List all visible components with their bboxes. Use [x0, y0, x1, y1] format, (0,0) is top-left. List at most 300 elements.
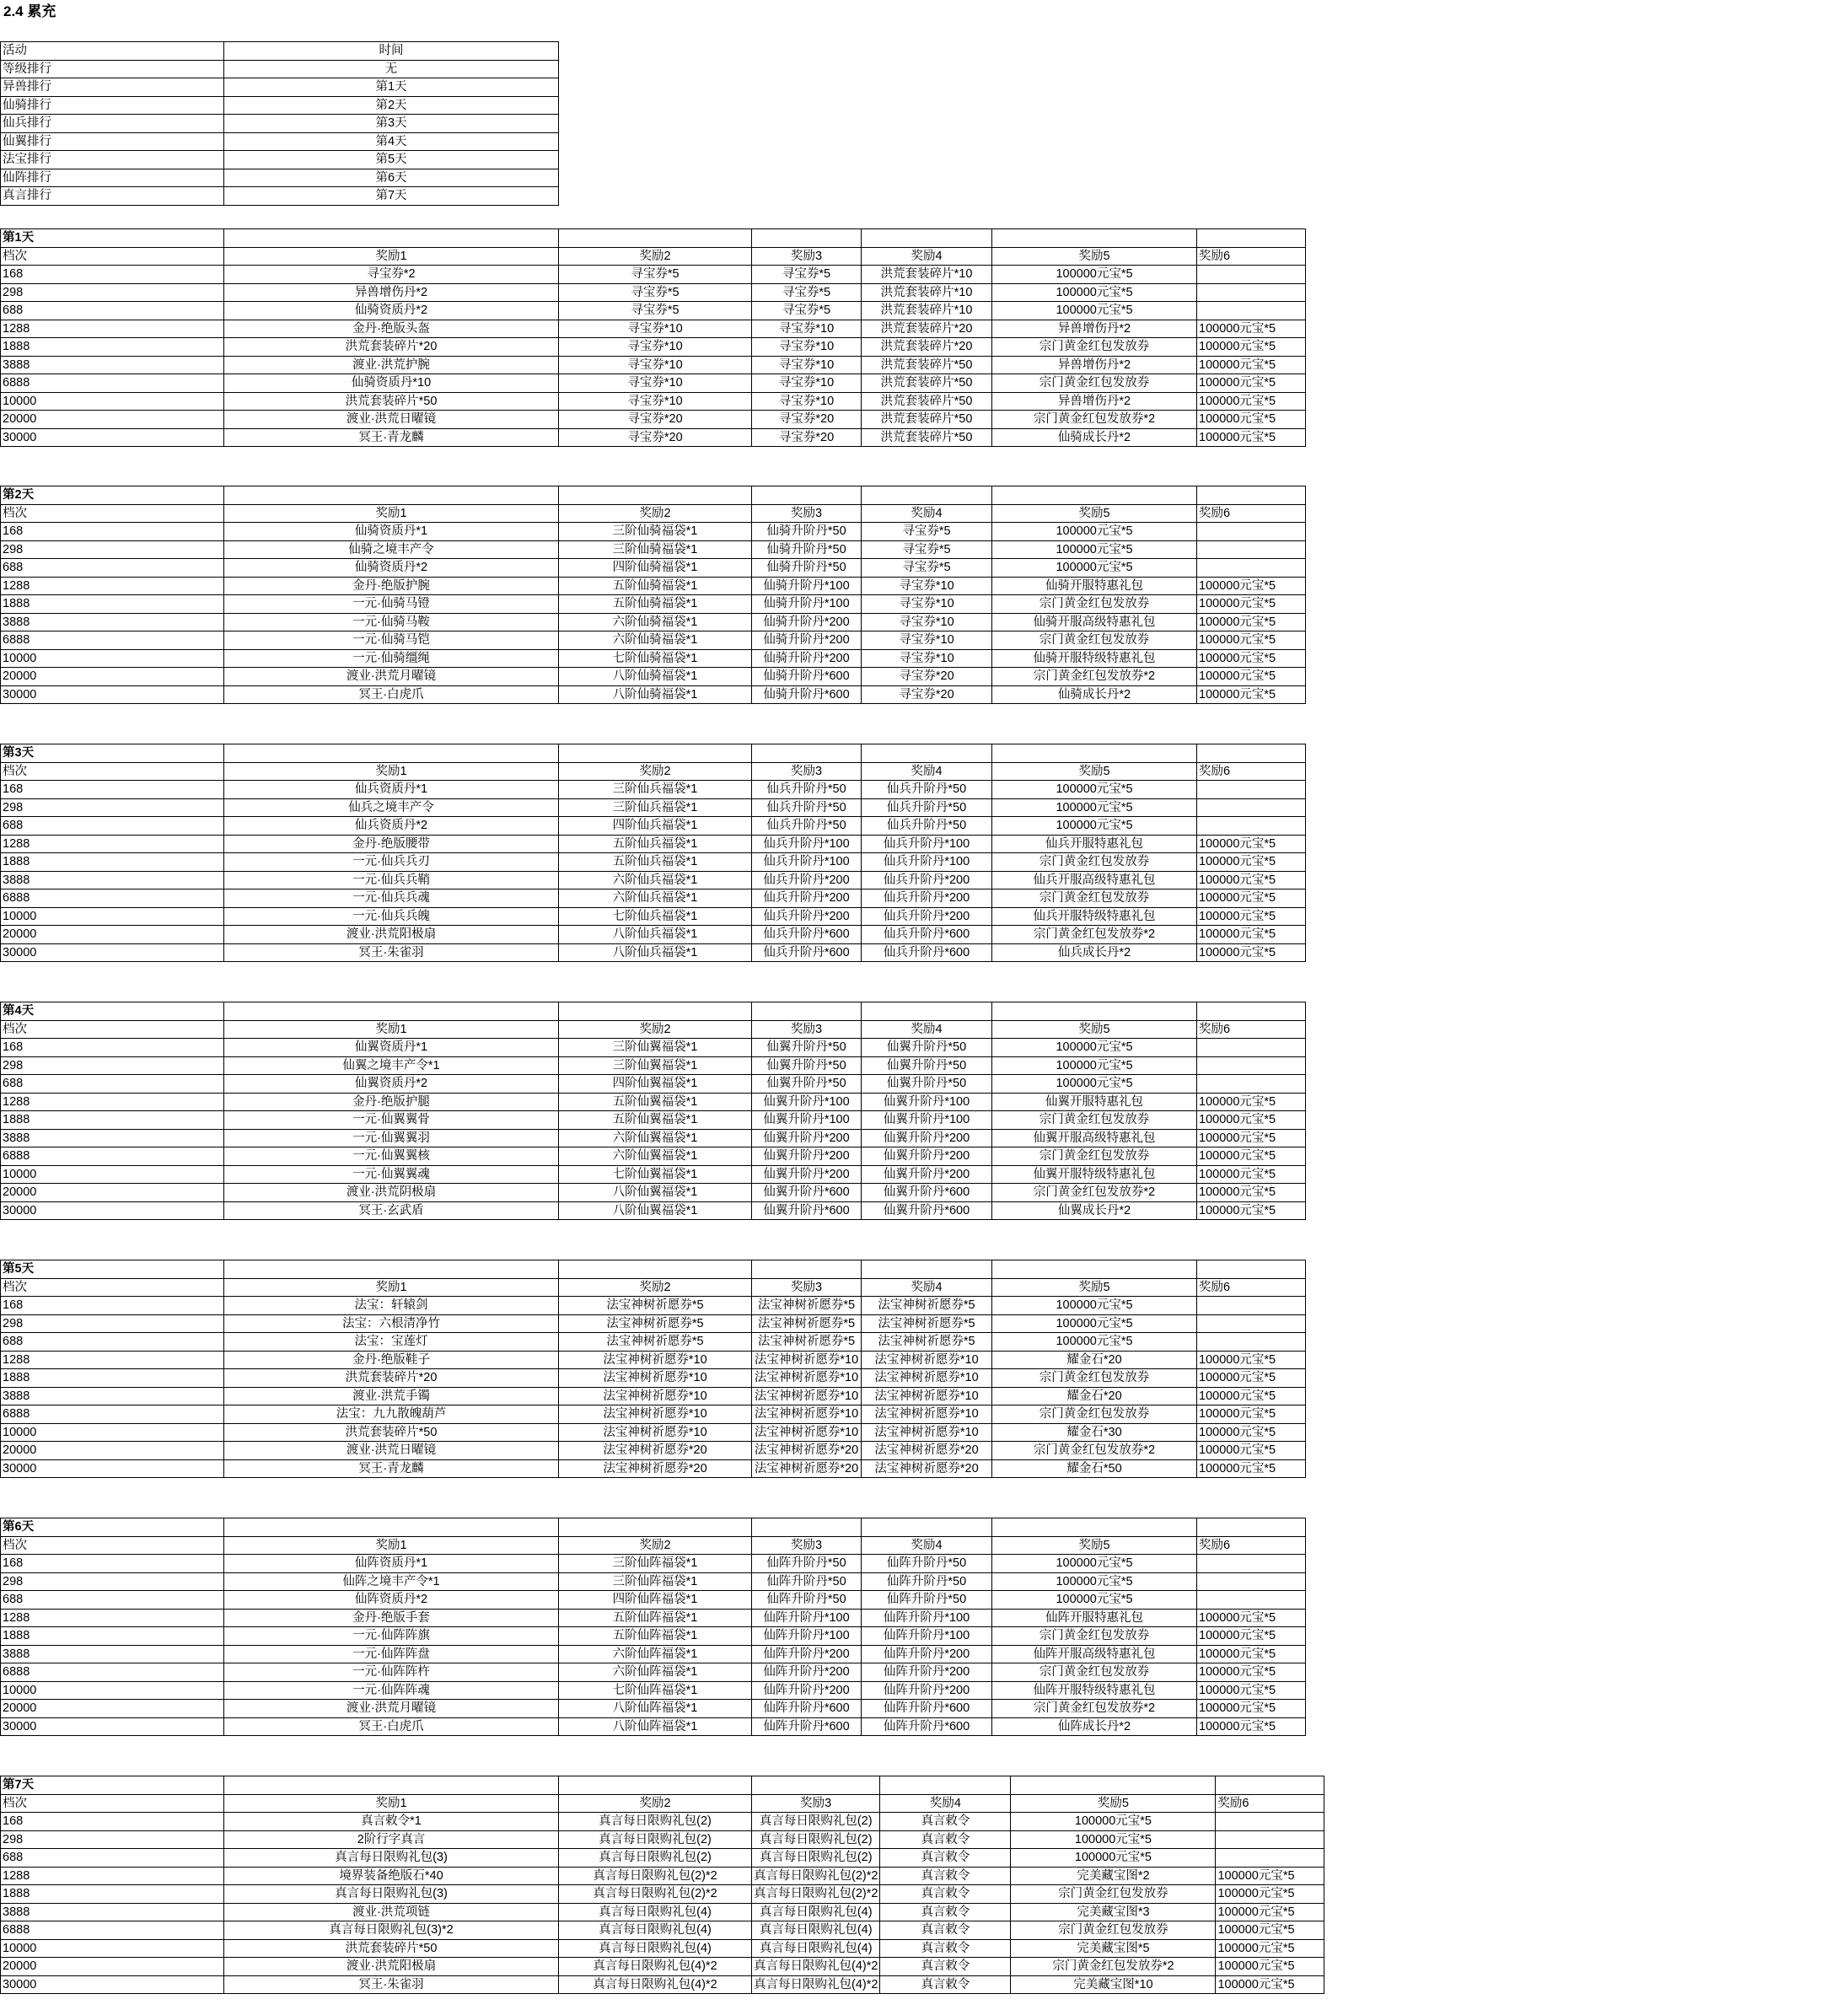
table-row: [1, 907, 1306, 926]
empty-cell: [559, 1002, 752, 1021]
empty-cell: [862, 486, 992, 505]
reward-3-cell: 仙兵升阶丹*200: [752, 871, 862, 889]
day-title: 第4天: [1, 1002, 224, 1021]
reward-4-cell: 洪荒套装碎片*50: [862, 428, 992, 447]
empty-cell: [1011, 1776, 1216, 1795]
reward-6-cell: [1197, 1591, 1306, 1610]
tier-cell: 688: [1, 1849, 224, 1868]
reward-6-cell: 100000元宝*5: [1197, 1387, 1306, 1405]
empty-cell: [992, 1518, 1197, 1537]
reward-4-cell: 仙兵升阶丹*100: [862, 835, 992, 853]
reward-5-cell: 仙兵开服高级特惠礼包: [992, 871, 1197, 889]
reward-2-cell: 真言每日限购礼包(2): [559, 1830, 752, 1849]
reward-1-cell: 一元·仙翼翼骨: [224, 1111, 559, 1130]
reward-3-cell: 仙兵升阶丹*100: [752, 853, 862, 872]
column-header: 奖励5: [992, 762, 1197, 781]
column-header: 奖励2: [559, 762, 752, 781]
reward-6-cell: 100000元宝*5: [1197, 1201, 1306, 1220]
reward-5-cell: 完美藏宝图*3: [1011, 1903, 1216, 1921]
reward-6-cell: [1197, 1056, 1306, 1075]
reward-2-cell: 七阶仙翼福袋*1: [559, 1165, 752, 1184]
reward-5-cell: 仙阵成长丹*2: [992, 1717, 1197, 1736]
table-row: [1, 817, 1306, 836]
tier-cell: 1288: [1, 577, 224, 595]
tier-cell: 20000: [1, 1700, 224, 1718]
tier-cell: 6888: [1, 889, 224, 908]
column-header: 奖励4: [862, 1278, 992, 1297]
reward-4-cell: 仙阵升阶丹*200: [862, 1645, 992, 1663]
reward-3-cell: 真言每日限购礼包(2)*2: [752, 1885, 880, 1904]
table-row: [1, 1387, 1306, 1405]
table-row: [1, 613, 1306, 631]
empty-cell: [862, 1260, 992, 1279]
reward-5-cell: 100000元宝*5: [992, 798, 1197, 817]
tier-cell: 3888: [1, 871, 224, 889]
reward-3-cell: 法宝神树祈愿券*5: [752, 1314, 862, 1333]
reward-3-cell: 寻宝券*5: [752, 283, 862, 302]
reward-4-cell: 寻宝券*10: [862, 631, 992, 650]
empty-cell: [224, 1002, 559, 1021]
tier-cell: 10000: [1, 392, 224, 411]
reward-6-cell: 100000元宝*5: [1197, 1093, 1306, 1111]
activity-time: 第7天: [224, 187, 559, 206]
reward-3-cell: 仙阵升阶丹*50: [752, 1572, 862, 1591]
reward-3-cell: 仙兵升阶丹*600: [752, 943, 862, 962]
tier-cell: 3888: [1, 356, 224, 374]
tier-cell: 298: [1, 1056, 224, 1075]
reward-2-cell: 法宝神树祈愿券*5: [559, 1297, 752, 1315]
reward-2-cell: 真言每日限购礼包(2)*2: [559, 1867, 752, 1885]
reward-6-cell: [1197, 1314, 1306, 1333]
reward-1-cell: 法宝：九九散魄葫芦: [224, 1405, 559, 1424]
tier-cell: 168: [1, 266, 224, 284]
reward-4-cell: 仙兵升阶丹*600: [862, 943, 992, 962]
column-header: 奖励5: [992, 1278, 1197, 1297]
reward-3-cell: 真言每日限购礼包(4)*2: [752, 1958, 880, 1976]
reward-5-cell: 100000元宝*5: [992, 1314, 1197, 1333]
reward-2-cell: 五阶仙兵福袋*1: [559, 853, 752, 872]
reward-1-cell: 一元·仙阵阵魂: [224, 1681, 559, 1700]
reward-2-cell: 寻宝券*20: [559, 428, 752, 447]
reward-2-cell: 六阶仙骑福袋*1: [559, 613, 752, 631]
reward-5-cell: 仙翼开服特级特惠礼包: [992, 1165, 1197, 1184]
day-title: 第6天: [1, 1518, 224, 1537]
table-row: [1, 1314, 1306, 1333]
column-header: 奖励5: [1011, 1794, 1216, 1813]
table-row: [1, 685, 1306, 704]
table-row: [1, 1369, 1306, 1388]
reward-5-cell: 仙阵开服特惠礼包: [992, 1609, 1197, 1627]
reward-4-cell: 仙翼升阶丹*50: [862, 1039, 992, 1057]
reward-4-cell: 寻宝券*10: [862, 613, 992, 631]
reward-5-cell: 仙翼成长丹*2: [992, 1201, 1197, 1220]
reward-3-cell: 寻宝券*20: [752, 411, 862, 429]
activity-time: 第3天: [224, 115, 559, 133]
reward-6-cell: 100000元宝*5: [1197, 1351, 1306, 1369]
table-row: [1, 871, 1306, 889]
reward-6-cell: [1197, 1075, 1306, 1094]
tier-cell: 3888: [1, 1903, 224, 1921]
reward-5-cell: 完美藏宝图*10: [1011, 1975, 1216, 1994]
activity-name: 等级排行: [1, 60, 224, 78]
reward-4-cell: 仙翼升阶丹*200: [862, 1129, 992, 1147]
empty-cell: [559, 1776, 752, 1795]
column-header: 奖励4: [862, 247, 992, 266]
reward-2-cell: 六阶仙兵福袋*1: [559, 889, 752, 908]
reward-2-cell: 真言每日限购礼包(2)*2: [559, 1885, 752, 1904]
tier-cell: 30000: [1, 1717, 224, 1736]
tier-cell: 10000: [1, 907, 224, 926]
header-row: [1, 247, 1306, 266]
activity-name: 真言排行: [1, 187, 224, 206]
reward-1-cell: 法宝：轩辕剑: [224, 1297, 559, 1315]
reward-2-cell: 八阶仙兵福袋*1: [559, 926, 752, 944]
empty-cell: [1197, 1002, 1306, 1021]
reward-1-cell: 一元·仙翼翼魂: [224, 1165, 559, 1184]
column-header: 档次: [1, 1794, 224, 1813]
table-row: [1, 1129, 1306, 1147]
reward-1-cell: 洪荒套装碎片*20: [224, 1369, 559, 1388]
column-header: 档次: [1, 247, 224, 266]
tier-cell: 6888: [1, 374, 224, 393]
reward-4-cell: 寻宝券*20: [862, 685, 992, 704]
reward-5-cell: 宗门黄金红包发放券: [992, 853, 1197, 872]
column-header: 档次: [1, 504, 224, 523]
tier-cell: 688: [1, 559, 224, 578]
reward-6-cell: [1216, 1813, 1324, 1831]
reward-2-cell: 三阶仙骑福袋*1: [559, 540, 752, 559]
activity-time: 第1天: [224, 78, 559, 97]
reward-1-cell: 渡业·洪荒日曜镜: [224, 1442, 559, 1460]
reward-5-cell: 仙阵开服特级特惠礼包: [992, 1681, 1197, 1700]
reward-3-cell: 仙兵升阶丹*600: [752, 926, 862, 944]
tier-cell: 168: [1, 1039, 224, 1057]
reward-6-cell: 100000元宝*5: [1197, 1111, 1306, 1130]
reward-4-cell: 仙兵升阶丹*600: [862, 926, 992, 944]
reward-2-cell: 寻宝券*20: [559, 411, 752, 429]
reward-1-cell: 金丹·绝版护腕: [224, 577, 559, 595]
empty-cell: [224, 229, 559, 248]
reward-6-cell: 100000元宝*5: [1197, 1700, 1306, 1718]
table-row: [1, 60, 559, 78]
activity-time: 第2天: [224, 96, 559, 115]
reward-6-cell: 100000元宝*5: [1197, 613, 1306, 631]
reward-5-cell: 100000元宝*5: [992, 1056, 1197, 1075]
reward-4-cell: 仙阵升阶丹*50: [862, 1591, 992, 1610]
reward-6-cell: [1197, 559, 1306, 578]
table-row: [1, 1056, 1306, 1075]
tier-cell: 1288: [1, 1093, 224, 1111]
reward-1-cell: 仙翼之境丰产令*1: [224, 1056, 559, 1075]
empty-cell: [1197, 1518, 1306, 1537]
reward-5-cell: 100000元宝*5: [992, 540, 1197, 559]
empty-cell: [862, 229, 992, 248]
table-row: [1, 853, 1306, 872]
empty-cell: [752, 1518, 862, 1537]
reward-2-cell: 寻宝券*10: [559, 392, 752, 411]
reward-4-cell: 仙阵升阶丹*50: [862, 1572, 992, 1591]
tier-cell: 168: [1, 523, 224, 541]
reward-3-cell: 法宝神树祈愿券*10: [752, 1387, 862, 1405]
table-row: [1, 1975, 1324, 1994]
reward-4-cell: 洪荒套装碎片*20: [862, 320, 992, 338]
reward-4-cell: 仙阵升阶丹*100: [862, 1627, 992, 1646]
reward-1-cell: 仙兵资质丹*1: [224, 781, 559, 799]
table-row: [1, 1165, 1306, 1184]
reward-4-cell: 真言敕令: [880, 1958, 1011, 1976]
table-row: [1, 169, 559, 187]
reward-3-cell: 仙骑升阶丹*100: [752, 577, 862, 595]
tier-cell: 298: [1, 1830, 224, 1849]
reward-2-cell: 六阶仙骑福袋*1: [559, 631, 752, 650]
reward-4-cell: 真言敕令: [880, 1921, 1011, 1940]
reward-3-cell: 仙骑升阶丹*100: [752, 595, 862, 614]
reward-5-cell: 完美藏宝图*2: [1011, 1867, 1216, 1885]
reward-6-cell: [1197, 1297, 1306, 1315]
reward-1-cell: 仙骑资质丹*1: [224, 523, 559, 541]
reward-1-cell: 冥王·青龙麟: [224, 428, 559, 447]
column-header: 奖励2: [559, 504, 752, 523]
reward-4-cell: 仙兵升阶丹*50: [862, 798, 992, 817]
table-row: [1, 151, 559, 169]
reward-1-cell: 仙兵之境丰产令: [224, 798, 559, 817]
reward-3-cell: 仙骑升阶丹*50: [752, 523, 862, 541]
reward-4-cell: 仙兵升阶丹*200: [862, 889, 992, 908]
reward-4-cell: 仙兵升阶丹*50: [862, 781, 992, 799]
reward-6-cell: 100000元宝*5: [1197, 649, 1306, 668]
tier-cell: 30000: [1, 943, 224, 962]
column-header: 奖励1: [224, 1020, 559, 1039]
reward-1-cell: 一元·仙翼翼羽: [224, 1129, 559, 1147]
reward-1-cell: 一元·仙兵兵魄: [224, 907, 559, 926]
reward-6-cell: [1197, 540, 1306, 559]
empty-cell: [559, 1518, 752, 1537]
reward-3-cell: 真言每日限购礼包(4): [752, 1903, 880, 1921]
tier-cell: 1888: [1, 1885, 224, 1904]
reward-5-cell: 宗门黄金红包发放券: [992, 1627, 1197, 1646]
reward-2-cell: 法宝神树祈愿券*5: [559, 1314, 752, 1333]
reward-3-cell: 寻宝券*5: [752, 302, 862, 320]
reward-1-cell: 渡业·洪荒月曜镜: [224, 1700, 559, 1718]
reward-2-cell: 四阶仙兵福袋*1: [559, 817, 752, 836]
column-header: 奖励2: [559, 1278, 752, 1297]
table-row: [1, 1830, 1324, 1849]
reward-6-cell: 100000元宝*5: [1197, 577, 1306, 595]
tier-cell: 688: [1, 1075, 224, 1094]
day-title-row: [1, 486, 1306, 505]
reward-2-cell: 五阶仙兵福袋*1: [559, 835, 752, 853]
tier-cell: 30000: [1, 1201, 224, 1220]
table-row: [1, 187, 559, 206]
reward-6-cell: [1197, 283, 1306, 302]
tier-cell: 298: [1, 540, 224, 559]
reward-6-cell: 100000元宝*5: [1197, 853, 1306, 872]
table-row: [1, 283, 1306, 302]
column-header: 奖励3: [752, 1794, 880, 1813]
reward-1-cell: 渡业·洪荒项链: [224, 1903, 559, 1921]
table-row: [1, 1184, 1306, 1202]
reward-6-cell: 100000元宝*5: [1197, 411, 1306, 429]
reward-6-cell: 100000元宝*5: [1197, 1609, 1306, 1627]
reward-1-cell: 洪荒套装碎片*50: [224, 392, 559, 411]
tier-cell: 10000: [1, 649, 224, 668]
reward-4-cell: 法宝神树祈愿券*10: [862, 1423, 992, 1442]
reward-5-cell: 宗门黄金红包发放券: [992, 889, 1197, 908]
reward-1-cell: 冥王·白虎爪: [224, 685, 559, 704]
reward-1-cell: 金丹·绝版腰带: [224, 835, 559, 853]
table-row: [1, 798, 1306, 817]
reward-4-cell: 真言敕令: [880, 1830, 1011, 1849]
reward-3-cell: 仙翼升阶丹*600: [752, 1201, 862, 1220]
column-header: 奖励4: [862, 1020, 992, 1039]
empty-cell: [224, 1260, 559, 1279]
page-title: 2.4 累充: [3, 3, 56, 19]
day-title-row: [1, 1776, 1324, 1795]
activity-name: 仙骑排行: [1, 96, 224, 115]
reward-6-cell: 100000元宝*5: [1197, 835, 1306, 853]
table-row: [1, 1555, 1306, 1573]
reward-6-cell: 100000元宝*5: [1197, 1627, 1306, 1646]
table-row: [1, 115, 559, 133]
reward-6-cell: [1197, 302, 1306, 320]
tier-cell: 688: [1, 1591, 224, 1610]
reward-4-cell: 洪荒套装碎片*10: [862, 266, 992, 284]
reward-2-cell: 七阶仙阵福袋*1: [559, 1681, 752, 1700]
reward-1-cell: 冥王·白虎爪: [224, 1717, 559, 1736]
schedule-header-row: [1, 42, 559, 61]
reward-2-cell: 六阶仙翼福袋*1: [559, 1147, 752, 1166]
reward-1-cell: 一元·仙兵兵刃: [224, 853, 559, 872]
tier-cell: 1288: [1, 320, 224, 338]
reward-6-cell: 100000元宝*5: [1197, 907, 1306, 926]
tier-cell: 20000: [1, 1442, 224, 1460]
reward-4-cell: 寻宝券*5: [862, 540, 992, 559]
reward-3-cell: 仙兵升阶丹*50: [752, 781, 862, 799]
table-row: [1, 1849, 1324, 1868]
empty-cell: [862, 1002, 992, 1021]
reward-3-cell: 法宝神树祈愿券*20: [752, 1459, 862, 1478]
reward-table-day-6: [0, 1518, 1306, 1736]
reward-1-cell: 仙兵资质丹*2: [224, 817, 559, 836]
column-header: 奖励1: [224, 1536, 559, 1555]
table-row: [1, 1921, 1324, 1940]
reward-1-cell: 一元·仙骑马铠: [224, 631, 559, 650]
column-header: 奖励3: [752, 762, 862, 781]
reward-1-cell: 渡业·洪荒阳极扇: [224, 1958, 559, 1976]
reward-5-cell: 宗门黄金红包发放券*2: [992, 1700, 1197, 1718]
reward-5-cell: 100000元宝*5: [992, 817, 1197, 836]
reward-1-cell: 冥王·朱雀羽: [224, 943, 559, 962]
column-header: 奖励6: [1197, 1536, 1306, 1555]
reward-2-cell: 四阶仙阵福袋*1: [559, 1591, 752, 1610]
column-header: 奖励4: [862, 504, 992, 523]
day-title: 第3天: [1, 744, 224, 763]
reward-3-cell: 法宝神树祈愿券*10: [752, 1405, 862, 1424]
reward-3-cell: 仙翼升阶丹*50: [752, 1039, 862, 1057]
reward-5-cell: 100000元宝*5: [992, 559, 1197, 578]
tier-cell: 688: [1, 1333, 224, 1352]
reward-3-cell: 仙翼升阶丹*600: [752, 1184, 862, 1202]
column-header: 奖励1: [224, 1278, 559, 1297]
reward-2-cell: 五阶仙骑福袋*1: [559, 595, 752, 614]
reward-4-cell: 仙阵升阶丹*200: [862, 1663, 992, 1682]
reward-4-cell: 真言敕令: [880, 1885, 1011, 1904]
reward-table-day-2: [0, 486, 1306, 704]
reward-1-cell: 金丹·绝版头盔: [224, 320, 559, 338]
table-row: [1, 1405, 1306, 1424]
reward-2-cell: 四阶仙翼福袋*1: [559, 1075, 752, 1094]
tier-cell: 6888: [1, 1921, 224, 1940]
empty-cell: [752, 1260, 862, 1279]
reward-6-cell: 100000元宝*5: [1197, 1645, 1306, 1663]
reward-1-cell: 渡业·洪荒月曜镜: [224, 668, 559, 686]
column-header: 奖励1: [224, 504, 559, 523]
reward-6-cell: [1197, 1333, 1306, 1352]
activity-time: 第4天: [224, 132, 559, 151]
reward-1-cell: 渡业·洪荒护腕: [224, 356, 559, 374]
day-title-row: [1, 744, 1306, 763]
reward-3-cell: 仙阵升阶丹*600: [752, 1700, 862, 1718]
table-row: [1, 943, 1306, 962]
reward-1-cell: 洪荒套装碎片*50: [224, 1423, 559, 1442]
reward-5-cell: 仙翼开服特惠礼包: [992, 1093, 1197, 1111]
empty-cell: [752, 744, 862, 763]
tier-cell: 10000: [1, 1423, 224, 1442]
day-title: 第5天: [1, 1260, 224, 1279]
reward-1-cell: 仙阵之境丰产令*1: [224, 1572, 559, 1591]
reward-3-cell: 仙翼升阶丹*200: [752, 1165, 862, 1184]
reward-1-cell: 境界装备绝版石*40: [224, 1867, 559, 1885]
column-header: 档次: [1, 1278, 224, 1297]
table-row: [1, 649, 1306, 668]
reward-1-cell: 渡业·洪荒手镯: [224, 1387, 559, 1405]
table-row: [1, 1867, 1324, 1885]
activity-name: 异兽排行: [1, 78, 224, 97]
empty-cell: [992, 229, 1197, 248]
table-row: [1, 266, 1306, 284]
table-row: [1, 781, 1306, 799]
reward-3-cell: 法宝神树祈愿券*10: [752, 1423, 862, 1442]
reward-5-cell: 100000元宝*5: [1011, 1813, 1216, 1831]
reward-5-cell: 100000元宝*5: [992, 1075, 1197, 1094]
reward-5-cell: 完美藏宝图*5: [1011, 1939, 1216, 1958]
reward-6-cell: 100000元宝*5: [1197, 926, 1306, 944]
reward-4-cell: 仙兵升阶丹*50: [862, 817, 992, 836]
reward-3-cell: 仙兵升阶丹*200: [752, 907, 862, 926]
reward-1-cell: 寻宝券*2: [224, 266, 559, 284]
reward-2-cell: 三阶仙兵福袋*1: [559, 781, 752, 799]
reward-3-cell: 真言每日限购礼包(2): [752, 1849, 880, 1868]
reward-6-cell: [1197, 817, 1306, 836]
reward-1-cell: 金丹·绝版护腿: [224, 1093, 559, 1111]
table-row: [1, 523, 1306, 541]
table-row: [1, 1591, 1306, 1610]
tier-cell: 20000: [1, 411, 224, 429]
day-title-row: [1, 1002, 1306, 1021]
empty-cell: [559, 744, 752, 763]
activity-time: 第5天: [224, 151, 559, 169]
table-row: [1, 338, 1306, 357]
reward-2-cell: 五阶仙翼福袋*1: [559, 1111, 752, 1130]
activity-time: 第6天: [224, 169, 559, 187]
table-row: [1, 96, 559, 115]
reward-1-cell: 洪荒套装碎片*20: [224, 338, 559, 357]
column-header: 奖励4: [862, 762, 992, 781]
reward-3-cell: 法宝神树祈愿券*5: [752, 1333, 862, 1352]
empty-cell: [992, 744, 1197, 763]
reward-5-cell: 异兽增伤丹*2: [992, 356, 1197, 374]
table-row: [1, 1939, 1324, 1958]
